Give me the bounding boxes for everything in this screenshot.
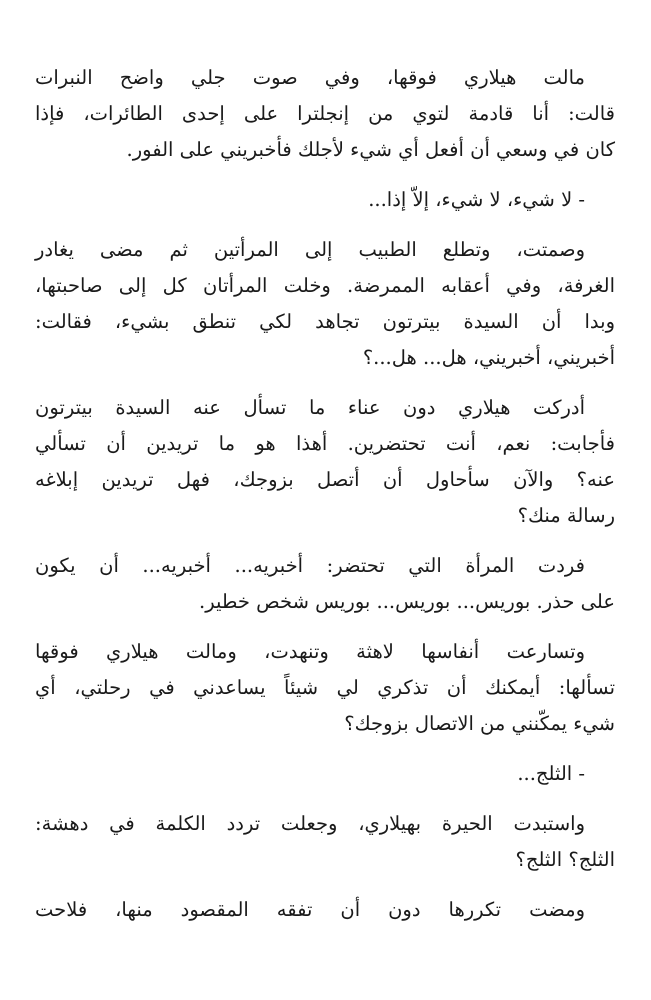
text-line: ومضت تكررها دون أن تفقه المقصود منها، فلاحت bbox=[35, 898, 585, 921]
text-line: عنه؟ والآن سأحاول أن أتصل بزوجك، فهل تريدين إبلاغه bbox=[35, 468, 615, 491]
book-page bbox=[35, 60, 615, 942]
text-line: الثلج؟ الثلج؟ bbox=[515, 848, 615, 871]
text-line: مالت هيلاري فوقها، وفي صوت جلي واضح النبرات bbox=[35, 66, 585, 89]
text-line: على حذر. بوريس... بوريس... بوريس شخص خطير. bbox=[199, 590, 615, 613]
paragraph-9 bbox=[35, 892, 615, 928]
paragraph-5 bbox=[35, 548, 615, 620]
text-line: - لا شيء، لا شيء، إلاّ إذا... bbox=[368, 188, 585, 211]
text-line: فردت المرأة التي تحتضر: أخبريه... أخبريه... أن يكون bbox=[35, 554, 585, 577]
text-line: قالت: أنا قادمة لتوي من إنجلترا على إحدى الطائرات، فإذا bbox=[35, 102, 615, 125]
paragraph-4 bbox=[35, 390, 615, 534]
paragraph-1 bbox=[35, 60, 615, 168]
paragraph-8 bbox=[35, 806, 615, 878]
text-line: الغرفة، وفي أعقابه الممرضة. وخلت المرأتان كل إلى صاحبتها، bbox=[35, 274, 615, 297]
paragraph-7 bbox=[35, 756, 615, 792]
text-line: وصمتت، وتطلع الطبيب إلى المرأتين ثم مضى يغادر bbox=[35, 238, 585, 261]
text-line: أدركت هيلاري دون عناء ما تسأل عنه السيدة بيترتون bbox=[35, 396, 585, 419]
text-line: تسألها: أيمكنك أن تذكري لي شيئاً يساعدني في رحلتي، أي bbox=[35, 676, 615, 699]
text-line: رسالة منك؟ bbox=[517, 504, 615, 527]
paragraph-2 bbox=[35, 182, 615, 218]
text-line: وبدا أن السيدة بيترتون تجاهد لكي تنطق بشيء، فقالت: bbox=[35, 310, 615, 333]
paragraph-3 bbox=[35, 232, 615, 376]
text-line: - الثلج... bbox=[517, 762, 585, 785]
paragraph-6 bbox=[35, 634, 615, 742]
text-line: واستبدت الحيرة بهيلاري، وجعلت تردد الكلمة في دهشة: bbox=[35, 812, 585, 835]
text-line: أخبريني، أخبريني، هل... هل...؟ bbox=[362, 346, 615, 369]
text-line: فأجابت: نعم، أنت تحتضرين. أهذا هو ما تريدين أن تسألي bbox=[35, 432, 615, 455]
text-line: كان في وسعي أن أفعل أي شيء لأجلك فأخبريني على الفور. bbox=[126, 138, 615, 161]
text-line: وتسارعت أنفاسها لاهثة وتنهدت، ومالت هيلاري فوقها bbox=[35, 640, 585, 663]
text-line: شيء يمكّنني من الاتصال بزوجك؟ bbox=[344, 712, 615, 735]
